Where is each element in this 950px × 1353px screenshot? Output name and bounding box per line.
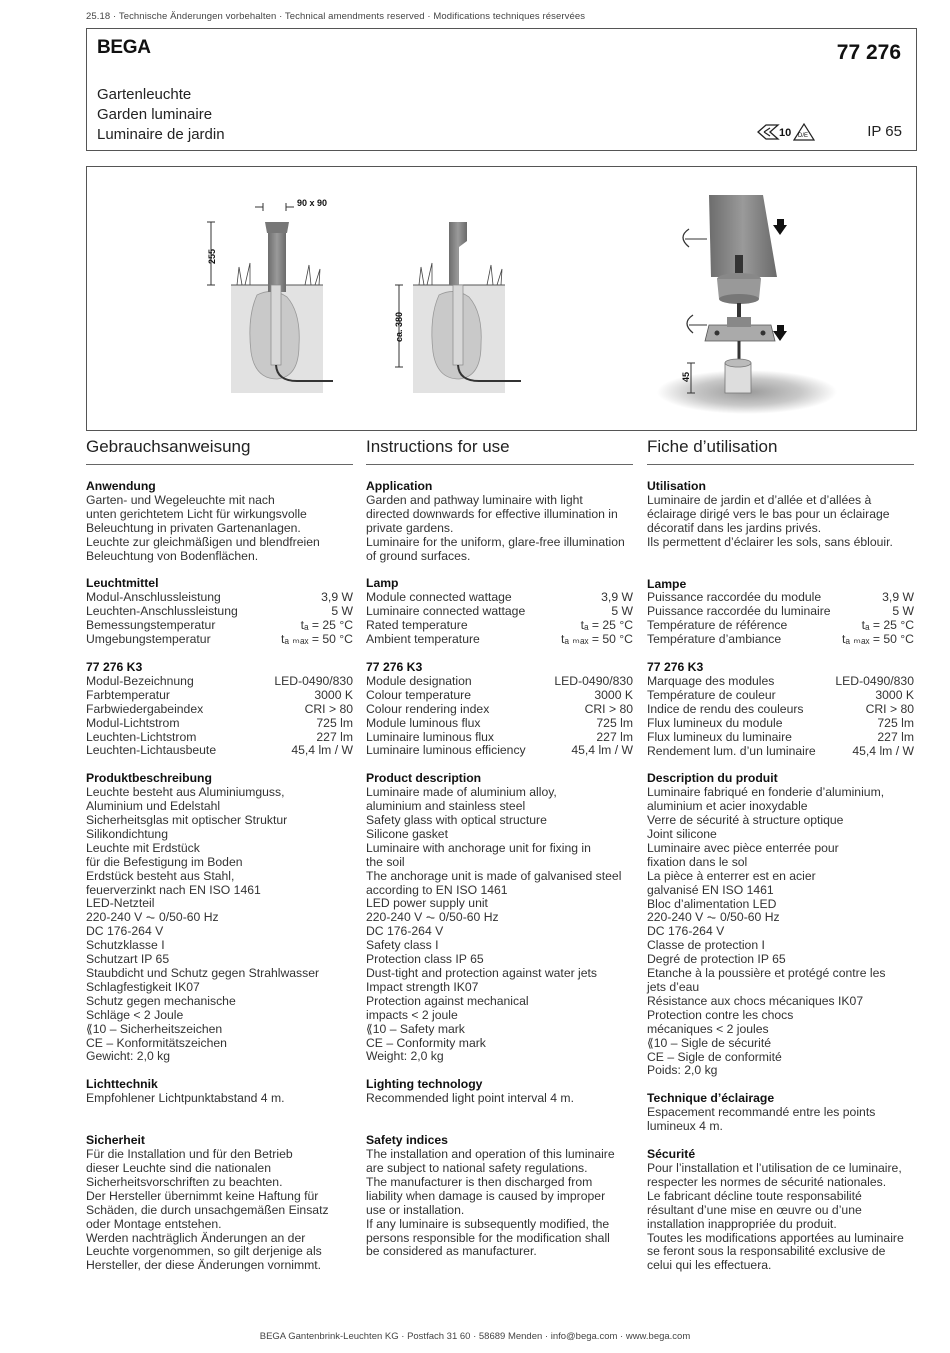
spec-label: Flux lumineux du module — [647, 715, 783, 730]
section-lamp — [86, 577, 353, 647]
spec-label: Marquage des modules — [647, 673, 775, 688]
text-line: Schutz gegen mechanische — [86, 993, 236, 1008]
spec-label: Rated temperature — [366, 618, 468, 633]
spec-label: Colour rendering index — [366, 701, 490, 716]
product-names — [97, 85, 225, 145]
spec-row — [86, 619, 353, 633]
text-line: Impact strength IK07 — [366, 979, 479, 994]
spec-label: Température d’ambiance — [647, 632, 782, 647]
text-line: mécaniques < 2 joules — [647, 1021, 769, 1036]
spec-row — [366, 731, 633, 745]
spec-row — [366, 744, 633, 758]
text-line: directed downwards for effective illumination in — [366, 506, 618, 521]
spec-label: Luminaire luminous flux — [366, 729, 495, 744]
spec-label: Luminaire connected wattage — [366, 604, 526, 619]
spec-row — [86, 689, 353, 703]
text-line: Erdstück besteht aus Stahl, — [86, 868, 235, 883]
section-lighting — [86, 1078, 353, 1106]
text-line: celui qui les effectuera. — [647, 1258, 772, 1273]
text-line: Luminaire for the uniform, glare-free illumination — [366, 534, 625, 549]
spec-label: Umgebungstemperatur — [86, 632, 211, 647]
section-title: Sicherheit — [86, 1133, 145, 1148]
spec-label: Module designation — [366, 673, 472, 688]
article-number: 77 276 — [836, 41, 901, 64]
spec-row — [86, 633, 353, 647]
section-title: Product description — [366, 771, 482, 786]
spec-label: Farbwiedergabeindex — [86, 701, 204, 716]
text-line: If any luminaire is subsequently modified, the — [366, 1216, 610, 1231]
spec-row — [647, 731, 914, 745]
text-line: LED-Netzteil — [86, 896, 155, 911]
spec-label: Leuchten-Anschlussleistung — [86, 604, 238, 619]
spec-value: 3,9 W — [321, 590, 353, 605]
product-figure — [86, 166, 917, 431]
text-line: Leuchte zur gleichmäßigen und blendfreien — [86, 534, 320, 549]
text-line: Luminaire made of aluminium alloy, — [366, 785, 557, 800]
spec-label: Colour temperature — [366, 687, 471, 702]
section-k3 — [647, 661, 914, 758]
text-line: Der Hersteller übernimmt keine Haftung für — [86, 1188, 319, 1203]
spec-value: 3000 K — [594, 687, 633, 702]
text-line: Staubdicht und Schutz gegen Strahlwasser — [86, 966, 320, 980]
spec-row — [86, 675, 353, 689]
section-title: Technique d’éclairage — [647, 1091, 775, 1106]
text-line: ⟪10 – Sigle de sécurité — [647, 1035, 771, 1050]
spec-row — [647, 675, 914, 689]
text-line: Schäden, die durch unsachgemäßen Einsatz — [86, 1202, 329, 1217]
column-heading: Fiche d’utilisation — [647, 440, 914, 465]
mark-number: 10 — [779, 127, 792, 139]
text-line: The installation and operation of this luminaire — [366, 1147, 615, 1162]
text-line: persons responsible for the modification shall — [366, 1230, 610, 1245]
text-line: lumineux 4 m. — [647, 1119, 723, 1134]
text-line: Toutes les modifications apportées au luminaire — [647, 1230, 904, 1245]
text-line: private gardens. — [366, 520, 454, 535]
spec-label: Bemessungstemperatur — [86, 618, 216, 633]
text-line: Protection contre les chocs — [647, 1007, 794, 1022]
dim-height: 255 — [207, 248, 217, 264]
spec-label: Ambient temperature — [366, 632, 480, 647]
spec-label: Température de référence — [647, 618, 788, 633]
spec-row — [647, 703, 914, 717]
section-lamp — [647, 578, 914, 648]
text-line: be considered as manufacturer. — [366, 1244, 537, 1259]
spec-row — [647, 619, 914, 633]
spec-value: 3,9 W — [601, 590, 633, 605]
spec-row — [86, 731, 353, 745]
text-line: Schläge < 2 Joule — [86, 1007, 184, 1022]
column-heading: Gebrauchsanweisung — [86, 440, 353, 465]
spec-row — [86, 605, 353, 619]
section-title: Lampe — [647, 576, 687, 591]
text-line: 220-240 V ⏦ 0/50-60 Hz — [86, 910, 219, 925]
dim-depth: ca. 380 — [394, 311, 404, 342]
text-line: Joint silicone — [647, 827, 717, 842]
spec-value: 3000 K — [875, 687, 914, 702]
text-line: use or installation. — [366, 1202, 465, 1217]
spec-row — [366, 717, 633, 731]
text-line: Recommended light point interval 4 m. — [366, 1091, 574, 1106]
drawing-anchor — [394, 222, 521, 393]
text-line: ⟪10 – Safety mark — [366, 1021, 465, 1036]
section-application — [366, 480, 633, 563]
section-title: 77 276 K3 — [366, 659, 423, 674]
section-product-description — [86, 772, 353, 1064]
text-line: impacts < 2 joule — [366, 1007, 458, 1022]
spec-row — [86, 744, 353, 758]
text-line: respecter les normes de sécurité nationales. — [647, 1174, 887, 1189]
text-line: 220-240 V ⏦ 0/50-60 Hz — [647, 910, 780, 925]
spec-value: tₐ = 25 °C — [300, 618, 353, 633]
text-line: Weight: 2,0 kg — [366, 1049, 444, 1064]
text-line: Ils permettent d’éclairer les sols, sans éblouir. — [647, 534, 893, 549]
spec-row — [86, 717, 353, 731]
spec-label: Module luminous flux — [366, 715, 481, 730]
spec-row — [647, 633, 914, 647]
text-line: oder Montage entstehen. — [86, 1216, 222, 1231]
text-line: liability when damage is caused by improper — [366, 1188, 606, 1203]
mark-de: D/E — [798, 133, 809, 139]
text-line: Protection against mechanical — [366, 993, 529, 1008]
spec-label: Modul-Anschlussleistung — [86, 590, 221, 605]
section-lighting — [647, 1092, 914, 1134]
text-line: Hersteller, der diese Änderungen vornimmt. — [86, 1258, 322, 1273]
text-line: Sicherheitsglas mit optischer Struktur — [86, 813, 288, 828]
spec-value: 227 lm — [316, 729, 353, 744]
text-line: Luminaire avec pièce enterrée pour — [647, 840, 839, 855]
spec-row — [366, 675, 633, 689]
section-application — [647, 480, 914, 550]
spec-value: tₐ = 25 °C — [580, 618, 633, 633]
spec-label: Modul-Lichtstrom — [86, 715, 180, 730]
spec-label: Indice de rendu des couleurs — [647, 701, 804, 716]
text-line: décoratif dans les jardins privés. — [647, 520, 822, 535]
section-k3 — [366, 661, 633, 758]
text-line: galvanisé EN ISO 1461 — [647, 882, 774, 897]
dim-width: 90 x 90 — [297, 198, 328, 208]
text-line: Silicone gasket — [366, 826, 448, 841]
spec-value: tₐ ₘₐₓ = 50 °C — [561, 632, 633, 647]
footer-address: BEGA Gantenbrink-Leuchten KG · Postfach 31 60 · 58689 Menden · info@bega.com · www.bega.com — [259, 1331, 691, 1342]
text-line: für die Befestigung im Boden — [86, 854, 243, 869]
spec-label: Modul-Bezeichnung — [86, 673, 194, 688]
spec-row — [647, 605, 914, 619]
section-title: Utilisation — [647, 479, 706, 493]
text-line: Sicherheitsvorschriften zu beachten. — [86, 1174, 283, 1189]
spec-value: 227 lm — [596, 729, 633, 744]
text-line: Résistance aux chocs mécaniques IK07 — [647, 993, 864, 1008]
text-line: Leuchte besteht aus Aluminiumguss, — [86, 785, 285, 800]
section-title: Produktbeschreibung — [86, 771, 212, 786]
section-title: Description du produit — [647, 771, 778, 786]
dim-small: 45 — [681, 371, 691, 382]
ip-rating: IP 65 — [867, 123, 902, 140]
spec-row — [366, 605, 633, 619]
brand-logo: BEGA — [97, 37, 151, 58]
spec-value: LED-0490/830 — [835, 673, 914, 688]
spec-label: Luminaire luminous efficiency — [366, 743, 526, 758]
text-line: feuerverzinkt nach EN ISO 1461 — [86, 882, 261, 897]
text-line: the soil — [366, 854, 405, 869]
text-line: Beleuchtung in privaten Gartenanlagen. — [86, 520, 301, 535]
text-line: DC 176-264 V — [86, 924, 164, 939]
text-line: CE – Sigle de conformité — [647, 1049, 782, 1064]
text-line: éclairage dirigé vers le bas pour un éclairage — [647, 506, 890, 521]
section-safety — [366, 1134, 633, 1259]
spec-value: 725 lm — [316, 715, 353, 730]
product-name-en: Garden luminaire — [97, 106, 213, 123]
text-line: Safety glass with optical structure — [366, 813, 547, 828]
header-box — [86, 28, 917, 151]
section-title: Lamp — [366, 576, 399, 591]
product-name-de: Gartenleuchte — [97, 86, 192, 103]
spec-label: Module connected wattage — [366, 590, 512, 605]
spec-row — [86, 591, 353, 605]
section-lamp — [366, 577, 633, 647]
section-title: Leuchtmittel — [86, 576, 159, 591]
text-line: aluminium et acier inoxydable — [647, 799, 808, 814]
text-line: jets d’eau — [647, 980, 700, 994]
spec-value: 3,9 W — [882, 590, 914, 605]
spec-row — [647, 745, 914, 759]
text-line: 220-240 V ⏦ 0/50-60 Hz — [366, 910, 499, 925]
text-line: Safety class I — [366, 938, 439, 953]
text-line: Luminaire with anchorage unit for fixing in — [366, 840, 591, 855]
section-title: Safety indices — [366, 1133, 448, 1148]
text-line: Gewicht: 2,0 kg — [86, 1049, 170, 1064]
section-application — [86, 480, 353, 563]
text-line: Etanche à la poussière et protégé contre les — [647, 966, 886, 981]
section-safety — [86, 1134, 353, 1273]
spec-row — [647, 689, 914, 703]
spec-value: 45,4 lm / W — [852, 743, 914, 758]
spec-value: CRI > 80 — [304, 701, 353, 716]
spec-row — [366, 591, 633, 605]
section-title: Sécurité — [647, 1147, 696, 1162]
spec-value: CRI > 80 — [865, 701, 914, 716]
section-safety — [647, 1148, 914, 1273]
text-line: according to EN ISO 1461 — [366, 882, 508, 897]
text-line: Beleuchtung von Bodenflächen. — [86, 548, 259, 563]
text-line: Dust-tight and protection against water jets — [366, 966, 598, 980]
column-fr — [647, 437, 914, 1287]
text-line: installation inappropriée du produit. — [647, 1216, 837, 1231]
spec-row — [366, 689, 633, 703]
spec-value: 725 lm — [877, 715, 914, 730]
product-name-fr: Luminaire de jardin — [97, 126, 225, 143]
spec-value: tₐ ₘₐₓ = 50 °C — [842, 632, 914, 647]
section-title: 77 276 K3 — [86, 659, 143, 674]
text-line: Luminaire de jardin et d’allée et d’allées à — [647, 492, 872, 507]
text-line: Schlagfestigkeit IK07 — [86, 979, 200, 994]
spec-label: Température de couleur — [647, 687, 776, 702]
spec-value: 3000 K — [314, 687, 353, 702]
section-title: 77 276 K3 — [647, 660, 704, 675]
text-line: Empfohlener Lichtpunktabstand 4 m. — [86, 1091, 285, 1106]
text-line: of ground surfaces. — [366, 548, 471, 563]
text-line: The manufacturer is then discharged from — [366, 1174, 593, 1189]
text-line: are subject to national safety regulations. — [366, 1160, 588, 1175]
installation-drawing — [87, 167, 918, 432]
safety-mark-icon — [756, 122, 822, 142]
spec-label: Puissance raccordée du module — [647, 590, 822, 605]
spec-row — [647, 717, 914, 731]
text-line: Classe de protection I — [647, 938, 765, 953]
spec-label: Flux lumineux du luminaire — [647, 729, 792, 744]
spec-label: Rendement lum. d’un luminaire — [647, 743, 816, 758]
text-line: Poids: 2,0 kg — [647, 1063, 718, 1078]
text-line: LED power supply unit — [366, 896, 488, 911]
text-line: Protection class IP 65 — [366, 952, 484, 967]
text-line: Aluminium und Edelstahl — [86, 799, 221, 814]
spec-row — [647, 591, 914, 605]
text-line: fixation dans le sol — [647, 854, 748, 869]
spec-row — [366, 703, 633, 717]
text-line: Garden and pathway luminaire with light — [366, 492, 583, 507]
column-heading: Instructions for use — [366, 440, 633, 465]
text-line: Espacement recommandé entre les points — [647, 1105, 876, 1120]
text-line: Schutzart IP 65 — [86, 952, 170, 967]
spec-value: LED-0490/830 — [554, 673, 633, 688]
spec-value: 725 lm — [596, 715, 633, 730]
text-line: Verre de sécurité à structure optique — [647, 813, 844, 828]
section-title: Anwendung — [86, 479, 156, 493]
spec-row — [366, 633, 633, 647]
top-notice: 25.18 · Technische Änderungen vorbehalten · Technical amendments reserved · Modifications techniques réservées — [86, 11, 586, 22]
text-line: DC 176-264 V — [647, 924, 725, 939]
spec-value: 5 W — [892, 604, 914, 619]
column-en — [366, 437, 633, 1273]
text-line: The anchorage unit is made of galvanised steel — [366, 868, 622, 883]
text-line: Luminaire fabriqué en fonderie d’aluminium, — [647, 785, 885, 800]
spec-label: Puissance raccordée du luminaire — [647, 604, 831, 619]
spec-value: 227 lm — [877, 729, 914, 744]
text-line: Silikondichtung — [86, 826, 168, 841]
text-line: Leuchte mit Erdstück — [86, 840, 200, 855]
text-line: Pour l’installation et l’utilisation de ce luminaire, — [647, 1160, 902, 1175]
text-line: aluminium and stainless steel — [366, 799, 526, 814]
text-line: Bloc d’alimentation LED — [647, 896, 777, 911]
spec-value: 45,4 lm / W — [571, 743, 633, 758]
text-line: Le fabricant décline toute responsabilité — [647, 1188, 862, 1203]
text-line: ⟪10 – Sicherheitszeichen — [86, 1021, 223, 1036]
spec-value: CRI > 80 — [584, 701, 633, 716]
section-product-description — [366, 772, 633, 1064]
section-title: Lichttechnik — [86, 1077, 158, 1092]
text-line: Leuchte vorgenommen, so gilt derjenige als — [86, 1244, 322, 1259]
spec-value: 5 W — [611, 604, 633, 619]
spec-label: Leuchten-Lichtausbeute — [86, 743, 217, 758]
text-line: Degré de protection IP 65 — [647, 952, 786, 967]
drawing-exploded — [657, 195, 837, 414]
spec-value: 5 W — [331, 604, 353, 619]
spec-value: LED-0490/830 — [274, 673, 353, 688]
text-line: Werden nachträglich Änderungen an der — [86, 1230, 306, 1245]
spec-label: Leuchten-Lichtstrom — [86, 729, 197, 744]
section-title: Application — [366, 479, 433, 493]
text-line: DC 176-264 V — [366, 924, 444, 939]
section-title: Lighting technology — [366, 1077, 483, 1092]
text-line: dieser Leuchte sind die nationalen — [86, 1160, 271, 1175]
text-line: Für die Installation und für den Betrieb — [86, 1147, 293, 1162]
section-product-description — [647, 772, 914, 1078]
text-line: se feront sous la responsabilité exclusive de — [647, 1244, 886, 1259]
text-line: résultant d’une mise en œuvre ou d’une — [647, 1202, 862, 1217]
spec-row — [366, 619, 633, 633]
section-k3 — [86, 661, 353, 758]
column-de — [86, 437, 353, 1287]
spec-value: tₐ = 25 °C — [861, 618, 914, 633]
drawing-installed — [207, 198, 333, 393]
text-line: Garten- und Wegeleuchte mit nach — [86, 492, 275, 507]
spec-value: tₐ ₘₐₓ = 50 °C — [281, 632, 353, 647]
text-line: CE – Conformity mark — [366, 1035, 486, 1050]
spec-value: 45,4 lm / W — [291, 743, 353, 758]
spec-row — [86, 703, 353, 717]
spec-label: Farbtemperatur — [86, 687, 170, 702]
text-line: La pièce à enterrer est en acier — [647, 868, 816, 883]
section-lighting — [366, 1078, 633, 1106]
text-line: Schutzklasse I — [86, 938, 165, 953]
text-line: CE – Konformitätszeichen — [86, 1035, 227, 1050]
text-line: unten gerichtetem Licht für wirkungsvolle — [86, 506, 307, 521]
